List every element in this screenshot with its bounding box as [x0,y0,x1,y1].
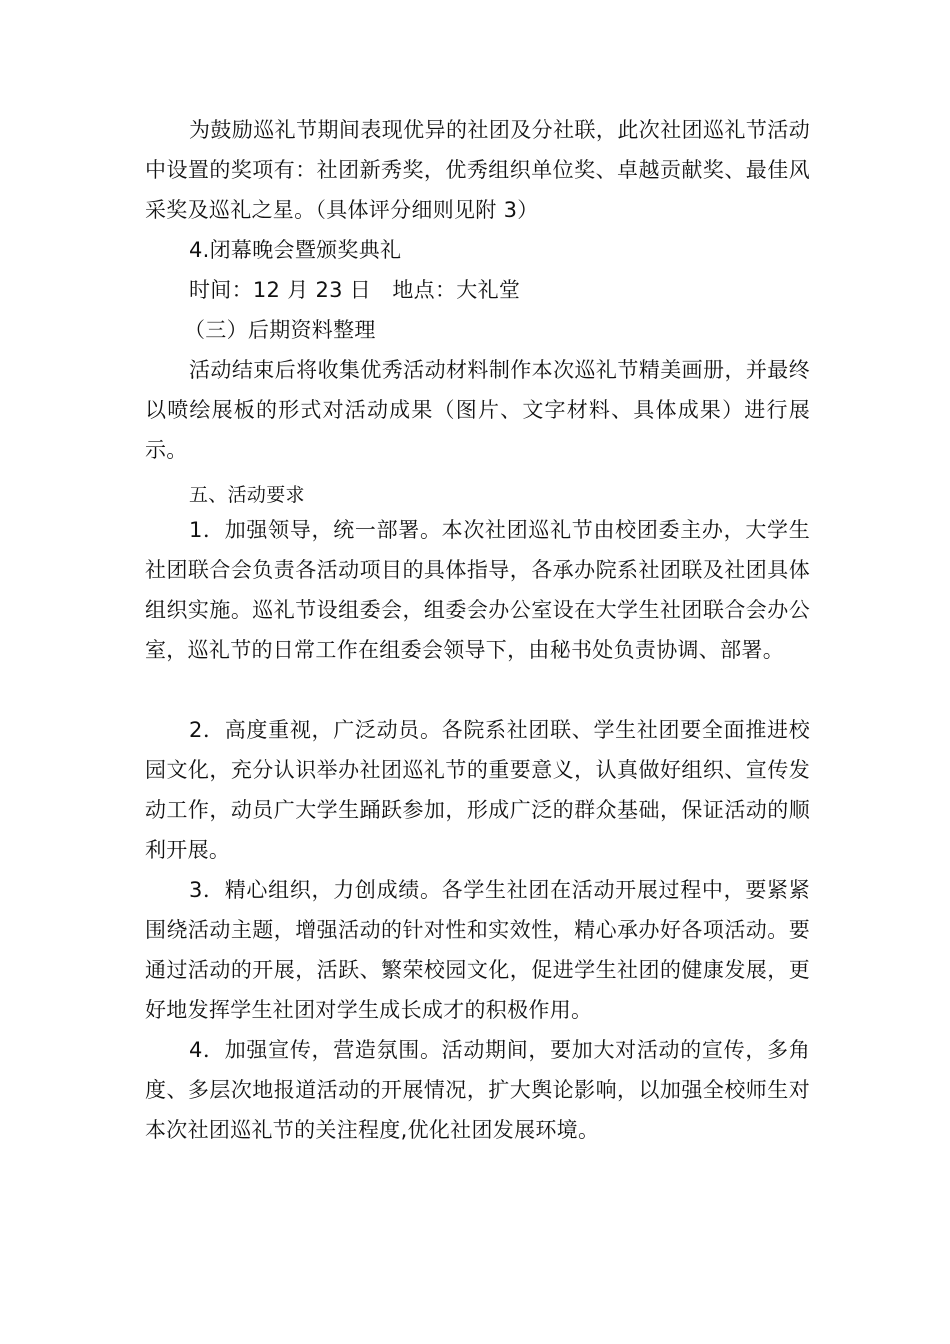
section-five-heading: 五、活动要求 [189,484,305,506]
later-materials-heading: （三）后期资料整理 [184,318,376,342]
materials-paragraph: 活动结束后将收集优秀活动材料制作本次巡礼节精美画册，并最终以喷绘展板的形式对活动成果（图片、文字材料、具体成果）进行展示。 [145,358,810,462]
requirement-1: 1．加强领导，统一部署。本次社团巡礼节由校团委主办，大学生社团联合会负责各活动项目的具体指导，各承办院系社团联及社团具体组织实施。巡礼节设组委会，组委会办公室设在大学生社团联合会办公室，巡礼节的日常工作在组委会领导下，由秘书处负责协调、部署。 [145,518,810,662]
requirement-4: 4．加强宣传，营造氛围。活动期间，要加大对活动的宣传，多角度、多层次地报道活动的开展情况，扩大舆论影响，以加强全校师生对本次社团巡礼节的关注程度,优化社团发展环境。 [145,1038,810,1142]
awards-paragraph: 为鼓励巡礼节期间表现优异的社团及分社联，此次社团巡礼节活动中设置的奖项有：社团新秀奖，优秀组织单位奖、卓越贡献奖、最佳风采奖及巡礼之星。（具体评分细则见附 3） [145,118,810,222]
time-location-line: 时间：12 月 23 日 地点：大礼堂 [189,278,521,302]
requirement-3: 3．精心组织，力创成绩。各学生社团在活动开展过程中，要紧紧围绕活动主题，增强活动的针对性和实效性，精心承办好各项活动。要通过活动的开展，活跃、繁荣校园文化，促进学生社团的健康发展，更好地发挥学生社团对学生成长成才的积极作用。 [145,878,810,1022]
requirement-2: 2．高度重视，广泛动员。各院系社团联、学生社团要全面推进校园文化，充分认识举办社团巡礼节的重要意义，认真做好组织、宣传发动工作，动员广大学生踊跃参加，形成广泛的群众基础，保证活动的顺利开展。 [145,718,810,862]
closing-gala-heading: 4.闭幕晚会暨颁奖典礼 [189,238,402,262]
